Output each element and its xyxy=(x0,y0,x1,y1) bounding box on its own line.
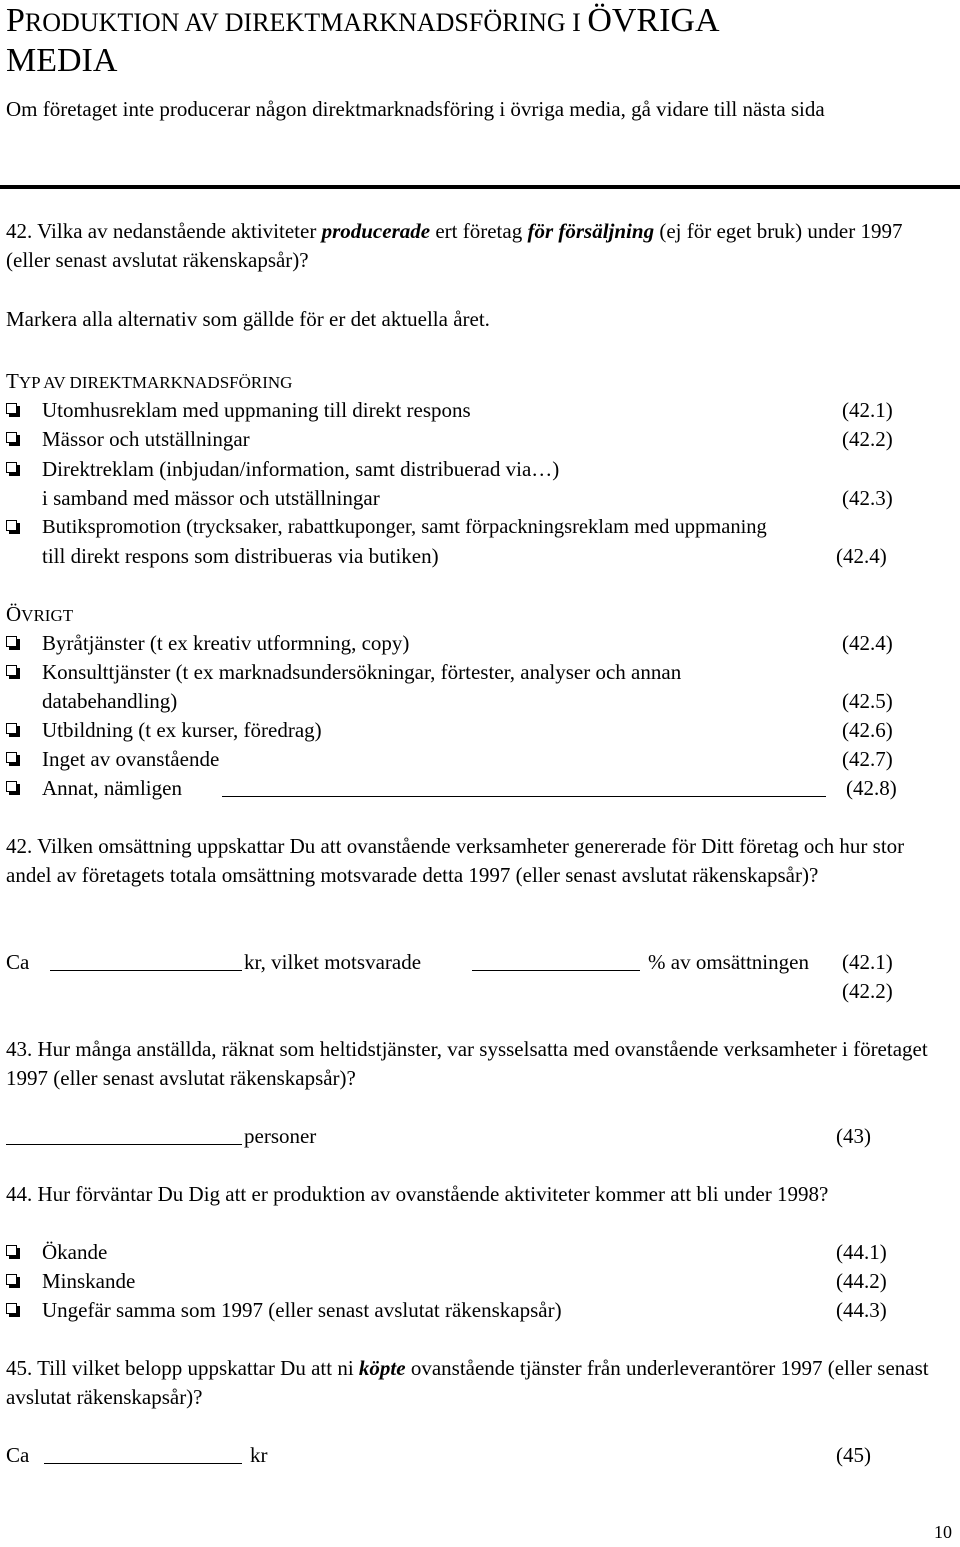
purchase-kr-input-line[interactable] xyxy=(44,1441,242,1464)
option-annat[interactable]: Annat, nämligen (42.8) xyxy=(6,774,906,803)
title-ovriga: ÖVRIGA xyxy=(587,2,720,39)
title-rest: RODUKTION AV DIREKTMARKNADSFÖRING I xyxy=(24,8,588,37)
checkbox[interactable] xyxy=(6,462,17,473)
turnover-code-2: (42.2) xyxy=(842,979,893,1003)
option-42-3-cont: i samband med mässor och utställningar (42.3) xyxy=(42,486,893,510)
option-byratjanster[interactable]: Byråtjänster (t ex kreativ utformning, copy) (42.4) xyxy=(6,629,906,658)
option-inget[interactable]: Inget av ovanstående (42.7) xyxy=(6,745,906,774)
checkbox[interactable] xyxy=(6,520,17,531)
emphasis-kopte: köpte xyxy=(358,1356,406,1380)
group-heading-ovrigt: ÖVRIGT xyxy=(6,602,74,626)
checkbox[interactable] xyxy=(6,781,17,792)
option-42-4-cont: till direkt respons som distribueras via butiken) (42.4) xyxy=(42,544,887,568)
title-line2: MEDIA xyxy=(6,42,118,79)
section-intro: Om företaget inte producerar någon direktmarknadsföring i övriga media, gå vidare till nästa sida xyxy=(6,97,825,121)
option-utbildning[interactable]: Utbildning (t ex kurser, föredrag) (42.6) xyxy=(6,716,906,745)
kr-input-line[interactable] xyxy=(50,948,242,971)
option-ungefar-samma[interactable]: Ungefär samma som 1997 (eller senast avslutat räkenskapsår) (44.3) xyxy=(6,1296,906,1325)
employees-answer-row: personer (43) xyxy=(6,1122,906,1151)
option-42-2[interactable]: Mässor och utställningar (42.2) xyxy=(6,425,906,454)
option-42-3[interactable]: Direktreklam (inbjudan/information, samt distribuerad via…) xyxy=(6,455,906,484)
checkbox[interactable] xyxy=(6,1245,17,1256)
option-minskande[interactable]: Minskande (44.2) xyxy=(6,1267,906,1296)
divider xyxy=(0,185,960,189)
personer-input-line[interactable] xyxy=(6,1122,242,1145)
percent-input-line[interactable] xyxy=(472,948,640,971)
checkbox[interactable] xyxy=(6,1274,17,1285)
checkbox[interactable] xyxy=(6,723,17,734)
instruction: Markera alla alternativ som gällde för er det aktuella året. xyxy=(6,307,490,331)
emphasis-producerade: producerade xyxy=(321,219,431,243)
checkbox[interactable] xyxy=(6,636,17,647)
option-okande[interactable]: Ökande (44.1) xyxy=(6,1238,906,1267)
purchase-answer-row: Ca kr (45) xyxy=(6,1443,871,1467)
question-42a: 42. Vilka av nedanstående aktiviteter producerade ert företag för försäljning (ej för eget bruk) under 1997 (eller senast avslutat räkenskapsår)? xyxy=(6,219,903,272)
option-42-4[interactable]: Butikspromotion (trycksaker, rabattkuponger, samt förpackningsreklam med uppmaning xyxy=(6,513,951,542)
checkbox[interactable] xyxy=(6,665,17,676)
question-43: 43. Hur många anställda, räknat som heltidstjänster, var sysselsatta med ovanstående verksamheter i företaget 1997 (eller senast avslutat räkenskapsår)? xyxy=(6,1037,928,1090)
checkbox[interactable] xyxy=(6,403,17,414)
turnover-answer-row: Ca kr, vilket motsvarade % av omsättningen (42.1) xyxy=(6,950,893,974)
checkbox[interactable] xyxy=(6,1303,17,1314)
checkbox[interactable] xyxy=(6,432,17,443)
title-initial: P xyxy=(6,2,25,39)
option-konsulttjanster-cont: databehandling) (42.5) xyxy=(42,689,893,713)
option-42-1[interactable]: Utomhusreklam med uppmaning till direkt respons (42.1) xyxy=(6,396,906,425)
section-title xyxy=(6,2,946,80)
group-heading-typ: TYP AV DIREKTMARKNADSFÖRING xyxy=(6,369,293,393)
question-42b: 42. Vilken omsättning uppskattar Du att ovanstående verksamheter genererade för Ditt företag och hur stor andel av företagets totala omsättning motsvarade detta 1997 (eller senast avslutat räkenskapsår)? xyxy=(6,834,905,887)
emphasis-forsaljning: för försäljning xyxy=(527,219,655,243)
page-number: 10 xyxy=(934,1522,952,1542)
annat-input-line[interactable] xyxy=(222,774,826,797)
checkbox[interactable] xyxy=(6,752,17,763)
question-45: 45. Till vilket belopp uppskattar Du att ni köpte ovanstående tjänster från underleverantörer 1997 (eller senast avslutat räkenskapsår)? xyxy=(6,1356,929,1409)
option-konsulttjanster[interactable]: Konsulttjänster (t ex marknadsundersökningar, förtester, analyser och annan xyxy=(6,658,906,687)
question-44: 44. Hur förväntar Du Dig att er produktion av ovanstående aktiviteter kommer att bli under 1998? xyxy=(6,1182,829,1206)
